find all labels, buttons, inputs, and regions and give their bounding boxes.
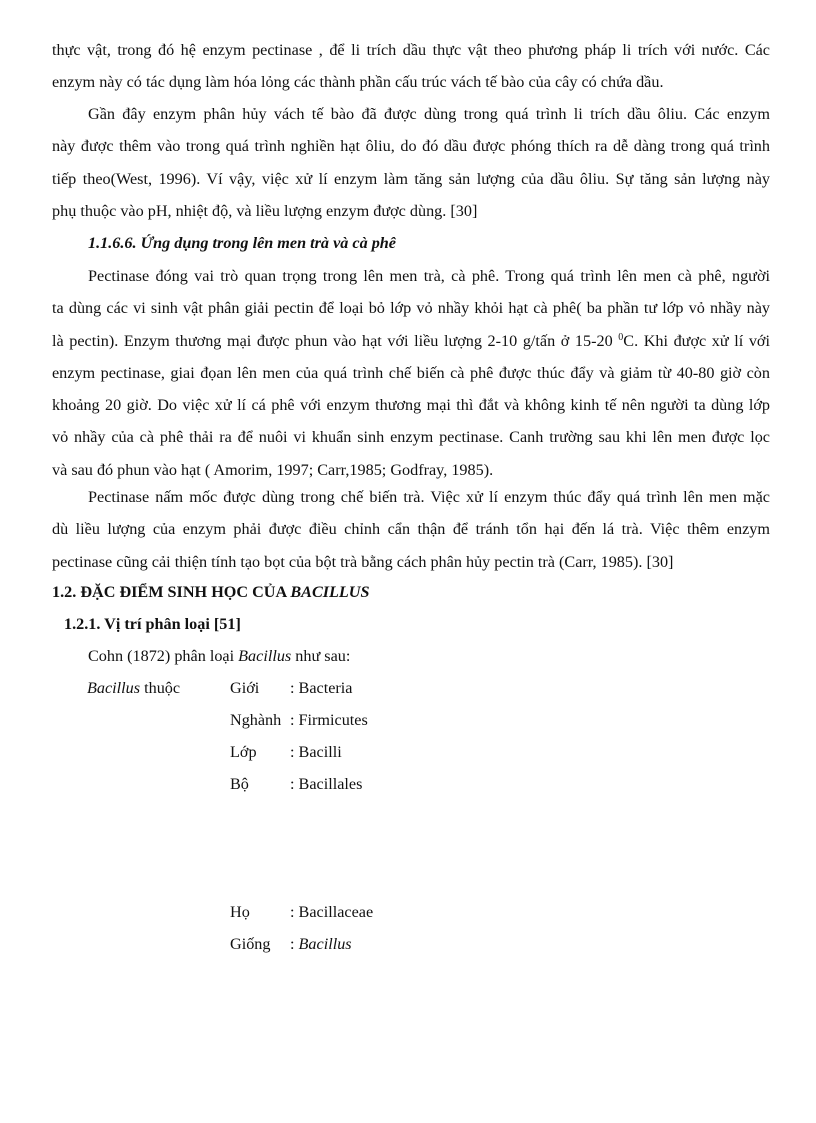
rank-label: Bộ bbox=[230, 775, 249, 793]
text-line: phụ thuộc vào pH, nhiệt độ, và liều lượng enzym được dùng. [30] bbox=[52, 201, 478, 220]
genus-name: Bacillus bbox=[87, 679, 141, 697]
taxonomy-subject bbox=[87, 672, 180, 704]
rank-value: : Bacilli bbox=[290, 743, 342, 761]
paragraph-oil-extraction bbox=[52, 34, 770, 99]
text-line: dù liều lượng của enzym phải được điều chỉnh cẩn thận để tránh tổn hại đến lá trà. Việc thêm enzym bbox=[52, 520, 770, 539]
rank-label: Lớp bbox=[230, 743, 257, 761]
text-segment: C. Khi được xử lí với bbox=[623, 331, 770, 350]
classification-intro bbox=[88, 640, 350, 672]
taxonomy-table bbox=[0, 672, 816, 962]
text-segment: như sau: bbox=[291, 647, 351, 665]
text-segment: Cohn (1872) phân loại bbox=[88, 647, 239, 665]
rank-label: Nghành bbox=[230, 711, 282, 729]
rank-value: : Firmicutes bbox=[290, 711, 368, 729]
section-heading-1-2-1: 1.2.1. Vị trí phân loại [51] bbox=[64, 615, 241, 633]
text-line: enzym này có tác dụng làm hóa lỏng các thành phần cấu trúc vách tế bào của cây có chứa dầu. bbox=[52, 73, 664, 92]
heading-genus: BACILLUS bbox=[290, 583, 370, 601]
text-line: khoảng 20 giờ. Do việc xử lí cá phê với enzym thương mại thì đắt và không kinh tế nên người ta dùng lớp bbox=[52, 396, 770, 415]
paragraph-coffee-tea bbox=[52, 260, 770, 486]
rank-value: : Bacillales bbox=[290, 775, 363, 793]
text-line: này được thêm vào trong quá trình nghiền hạt ôliu, do đó dầu được phóng thích ra dễ dàng trong quá trình bbox=[52, 137, 770, 156]
section-heading-1-2 bbox=[52, 576, 370, 608]
rank-label: Họ bbox=[230, 903, 250, 921]
heading-text: 1.2. ĐẶC ĐIỂM SINH HỌC CỦA bbox=[52, 583, 291, 601]
text-line: Pectinase đóng vai trò quan trọng trong lên men trà, cà phê. Trong quá trình lên men cà phê, người bbox=[88, 267, 770, 285]
text-line: Pectinase nấm mốc được dùng trong chế biến trà. Việc xử lí enzym thúc đẩy quá trình lên men mặc bbox=[88, 488, 770, 506]
genus-name: Bacillus bbox=[238, 647, 292, 665]
rank-value: : Bacillaceae bbox=[290, 903, 374, 921]
text-line: tiếp theo(West, 1996). Ví vậy, việc xử lí enzym làm tăng sản lượng của dầu ôliu. Sự tăng sản lượng này bbox=[52, 169, 770, 188]
rank-value: : Bacteria bbox=[290, 679, 353, 697]
text-segment: là pectin). Enzym thương mại được phun vào hạt với liều lượng 2-10 g/tấn ở 15-20 bbox=[52, 331, 619, 350]
text-line: và sau đó phun vào hạt ( Amorim, 1997; Carr,1985; Godfray, 1985). bbox=[52, 460, 494, 479]
rank-label: Giới bbox=[230, 679, 260, 697]
text-segment: : bbox=[290, 935, 299, 953]
section-heading-1-1-6-6: 1.1.6.6. Ứng dụng trong lên men trà và cà phê bbox=[88, 234, 396, 252]
text-line bbox=[52, 325, 770, 357]
text-line: ta dùng các vi sinh vật phân giải pectin để loại bỏ lớp vỏ nhầy khỏi hạt cà phê( ba phần tư lớp vỏ nhầy này bbox=[52, 299, 770, 318]
rank-value bbox=[290, 928, 352, 960]
text-segment: thuộc bbox=[140, 679, 181, 697]
text-line: vỏ nhầy của cà phê thải ra để nuôi vi khuẩn sinh enzym pectinase. Canh trường sau khi lên men được lọc bbox=[52, 428, 770, 447]
rank-label: Giống bbox=[230, 935, 271, 953]
paragraph-tea-fermentation bbox=[52, 481, 770, 578]
text-line: thực vật, trong đó hệ enzym pectinase , để li trích dầu thực vật theo phương pháp li trích với nước. Các bbox=[52, 41, 770, 59]
degree-superscript: 0 bbox=[618, 331, 624, 343]
genus-name: Bacillus bbox=[298, 935, 352, 953]
paragraph-olive-oil bbox=[52, 98, 770, 227]
text-line: enzym pectinase, giai đọan lên men của quá trình chế biến cà phê được thúc đẩy và giảm từ 40-80 giờ còn bbox=[52, 363, 770, 382]
text-line: Gần đây enzym phân hủy vách tế bào đã được dùng trong quá trình li trích dầu ôliu. Các enzym bbox=[88, 105, 770, 123]
text-line: pectinase cũng cải thiện tính tạo bọt của bột trà bằng cách phân hủy pectin trà (Carr, 1985). [30] bbox=[52, 552, 674, 571]
